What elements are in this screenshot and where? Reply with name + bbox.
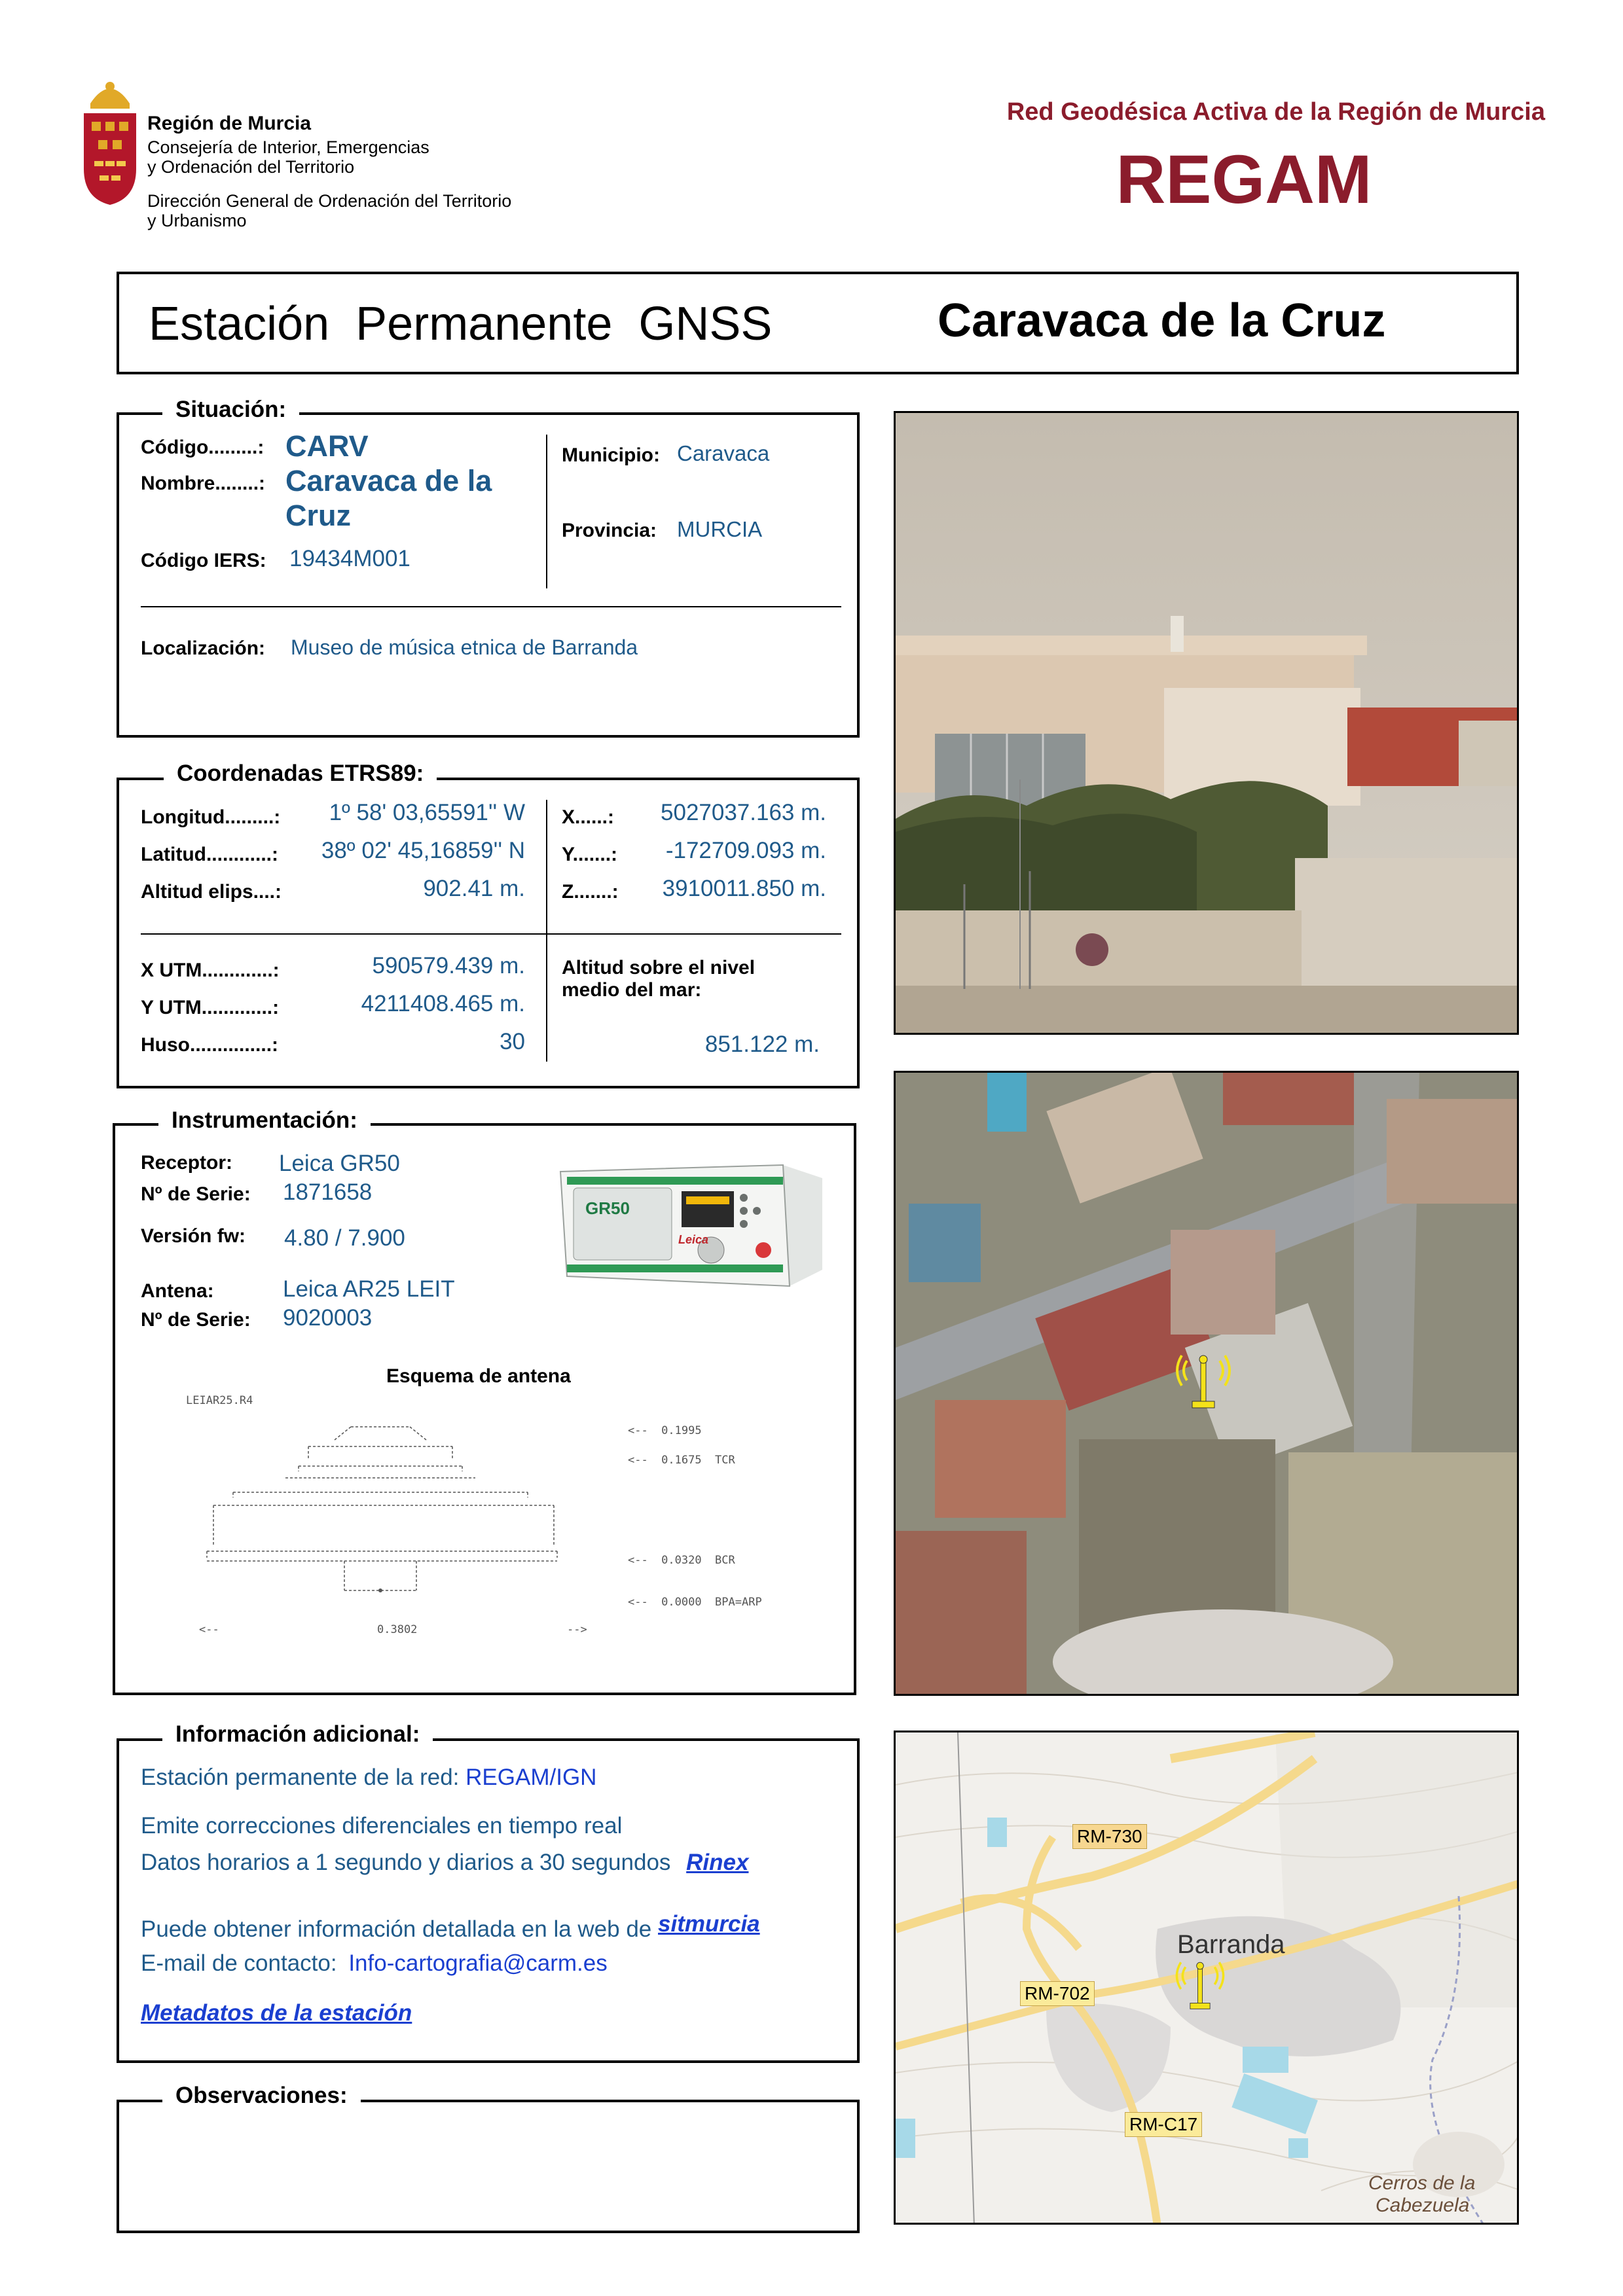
org-name: Región de Murcia bbox=[147, 113, 312, 134]
y-label: Y.......: bbox=[562, 844, 618, 865]
nivel-value: 851.122 m. bbox=[704, 1031, 820, 1057]
huso-label: Huso...............: bbox=[141, 1034, 279, 1056]
org-line-5: y Urbanismo bbox=[147, 211, 247, 230]
antenna-scheme bbox=[194, 1420, 600, 1617]
aerial-photo bbox=[894, 1071, 1519, 1696]
road-label-rm702: RM-702 bbox=[1020, 1981, 1095, 2006]
antena-serie-value: 9020003 bbox=[283, 1305, 373, 1331]
y-value: -172709.093 m. bbox=[665, 838, 826, 863]
metadatos-line bbox=[141, 2000, 412, 2026]
codigo-label: Código.........: bbox=[141, 437, 264, 458]
coordenadas-section bbox=[117, 778, 860, 1088]
info-line-1 bbox=[141, 1765, 596, 1791]
localizacion-value: Museo de música etnica de Barranda bbox=[291, 636, 638, 659]
info-line-4-text: Puede obtener información detallada en la web de bbox=[141, 1916, 652, 1942]
device-brand: Leica bbox=[678, 1233, 709, 1246]
esquema-title: Esquema de antena bbox=[386, 1365, 571, 1387]
longitud-value: 1º 58' 03,65591'' W bbox=[329, 800, 525, 825]
info-line-3-text: Datos horarios a 1 segundo y diarios a 30 segundos bbox=[141, 1850, 671, 1875]
altitud-label: Altitud elips....: bbox=[141, 881, 282, 903]
width-value: 0.3802 bbox=[377, 1623, 418, 1636]
provincia-label: Provincia: bbox=[562, 520, 657, 541]
antenna-model: LEIAR25.R4 bbox=[186, 1394, 253, 1407]
title-left: Estación Permanente GNSS bbox=[149, 298, 773, 350]
antena-serie-label: Nº de Serie: bbox=[141, 1309, 251, 1331]
serie-label: Nº de Serie: bbox=[141, 1183, 251, 1205]
info-network-value: REGAM/IGN bbox=[465, 1765, 597, 1790]
yutm-value: 4211408.465 m. bbox=[361, 991, 525, 1016]
road-label-rm730: RM-730 bbox=[1072, 1824, 1147, 1849]
z-value: 3910011.850 m. bbox=[662, 876, 826, 901]
altitud-value: 902.41 m. bbox=[423, 876, 525, 901]
codigo-value: CARV bbox=[285, 429, 369, 463]
metadatos-link[interactable]: Metadatos de la estación bbox=[141, 2000, 412, 2026]
scheme-value-2: <-- 0.1675 TCR bbox=[628, 1454, 735, 1467]
antena-value: Leica AR25 LEIT bbox=[283, 1276, 455, 1302]
observaciones-section bbox=[117, 2100, 860, 2233]
org-line-3: y Ordenación del Territorio bbox=[147, 157, 355, 177]
xutm-label: X UTM.............: bbox=[141, 960, 280, 981]
observaciones-legend: Observaciones: bbox=[162, 2083, 361, 2109]
network-acronym: REGAM bbox=[1116, 141, 1372, 218]
road-label-rmc17: RM-C17 bbox=[1125, 2112, 1202, 2137]
huso-value: 30 bbox=[500, 1029, 525, 1054]
situacion-divider bbox=[546, 435, 547, 588]
contact-email[interactable]: Info-cartografia@carm.es bbox=[348, 1950, 608, 1976]
info-line-5-text: E-mail de contacto: bbox=[141, 1950, 337, 1976]
coord-rule bbox=[141, 933, 841, 935]
localizacion-label: Localización: bbox=[141, 637, 266, 659]
scheme-value-3: <-- 0.0320 BCR bbox=[628, 1554, 735, 1567]
station-title: Caravaca de la Cruz bbox=[938, 295, 1386, 347]
latitud-value: 38º 02' 45,16859'' N bbox=[321, 838, 525, 863]
iers-value: 19434M001 bbox=[289, 546, 410, 571]
longitud-label: Longitud.........: bbox=[141, 806, 281, 828]
nombre-value-1: Caravaca de la bbox=[285, 464, 492, 497]
municipio-value: Caravaca bbox=[677, 441, 770, 465]
sitmurcia-link[interactable]: sitmurcia bbox=[658, 1911, 760, 1937]
coordenadas-legend: Coordenadas ETRS89: bbox=[164, 761, 437, 787]
version-label: Versión fw: bbox=[141, 1225, 246, 1247]
region-logo bbox=[77, 77, 143, 208]
info-section bbox=[117, 1738, 860, 2063]
location-map bbox=[894, 1731, 1519, 2225]
nombre-label: Nombre........: bbox=[141, 473, 266, 494]
receptor-value: Leica GR50 bbox=[279, 1151, 400, 1176]
scheme-value-4: <-- 0.0000 BPA=ARP bbox=[628, 1596, 762, 1609]
situacion-rule bbox=[141, 606, 841, 607]
nombre-value-2: Cruz bbox=[285, 499, 351, 532]
info-line-1-text: Estación permanente de la red: bbox=[141, 1765, 460, 1790]
info-line-5 bbox=[141, 1950, 608, 1977]
x-label: X......: bbox=[562, 806, 615, 828]
network-name: Red Geodésica Activa de la Región de Murcia bbox=[1006, 98, 1545, 126]
version-value: 4.80 / 7.900 bbox=[284, 1225, 405, 1251]
z-label: Z.......: bbox=[562, 881, 619, 903]
width-right: --> bbox=[567, 1623, 587, 1636]
station-photo bbox=[894, 411, 1519, 1035]
info-line-4 bbox=[141, 1911, 760, 1943]
info-line-2: Emite correcciones diferenciales en tiempo real bbox=[141, 1813, 623, 1839]
aerial-antenna-icon bbox=[1174, 1348, 1233, 1416]
antena-label: Antena: bbox=[141, 1280, 214, 1302]
nivel-label-2: medio del mar: bbox=[562, 979, 702, 1001]
situacion-legend: Situación: bbox=[162, 397, 299, 423]
scheme-value-1: <-- 0.1995 bbox=[628, 1424, 702, 1437]
title-box bbox=[117, 272, 1519, 374]
org-line-4: Dirección General de Ordenación del Territorio bbox=[147, 191, 512, 211]
instrumentacion-legend: Instrumentación: bbox=[158, 1107, 371, 1134]
map-antenna-icon bbox=[1174, 1955, 1226, 2017]
instrumentacion-section bbox=[113, 1123, 856, 1695]
hills-label-2: Cabezuela bbox=[1376, 2195, 1470, 2216]
receiver-device-image bbox=[547, 1145, 835, 1296]
rinex-link[interactable]: Rinex bbox=[686, 1850, 749, 1875]
coord-divider-top bbox=[546, 800, 547, 1062]
x-value: 5027037.163 m. bbox=[661, 800, 826, 825]
nivel-label-1: Altitud sobre el nivel bbox=[562, 957, 756, 978]
hills-label-1: Cerros de la bbox=[1368, 2172, 1476, 2194]
provincia-value: MURCIA bbox=[677, 517, 763, 541]
device-model-label: GR50 bbox=[585, 1198, 630, 1218]
info-legend: Información adicional: bbox=[162, 1721, 433, 1748]
width-left: <-- bbox=[199, 1623, 219, 1636]
municipio-label: Municipio: bbox=[562, 444, 660, 466]
situacion-section bbox=[117, 412, 860, 738]
iers-label: Código IERS: bbox=[141, 550, 266, 571]
xutm-value: 590579.439 m. bbox=[372, 953, 525, 978]
serie-value: 1871658 bbox=[283, 1179, 373, 1205]
town-label: Barranda bbox=[1177, 1930, 1285, 1959]
org-line-2: Consejería de Interior, Emergencias bbox=[147, 137, 429, 157]
latitud-label: Latitud............: bbox=[141, 844, 278, 865]
info-line-3 bbox=[141, 1850, 748, 1876]
yutm-label: Y UTM.............: bbox=[141, 997, 280, 1018]
receptor-label: Receptor: bbox=[141, 1152, 233, 1174]
